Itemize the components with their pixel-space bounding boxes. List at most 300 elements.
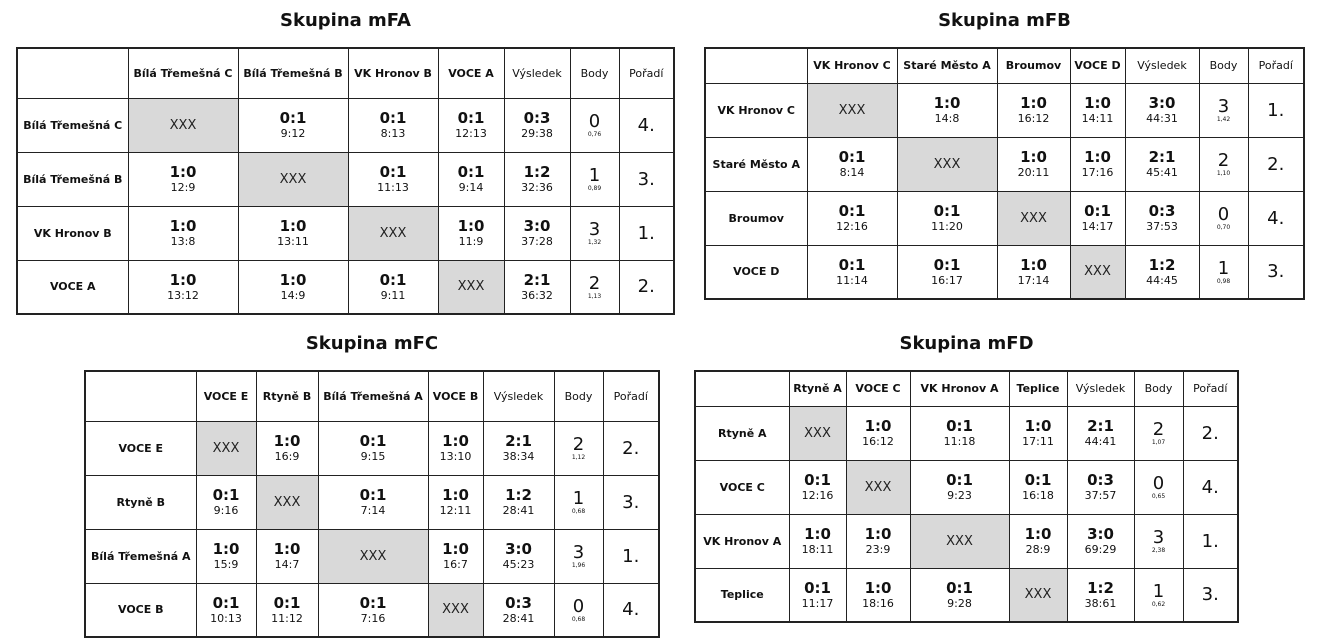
match-score: 0:1 — [212, 486, 240, 504]
match-score: 1:0 — [1020, 255, 1047, 274]
match-points-detail: 16:7 — [443, 558, 468, 571]
points-coefficient: 0,76 — [587, 131, 602, 138]
match-points-detail: 16:12 — [1017, 112, 1050, 125]
row-header-team: Broumov — [705, 191, 807, 245]
points-value: 1 — [588, 165, 601, 186]
table-row — [17, 98, 674, 152]
match-score: 1:0 — [273, 540, 301, 558]
match-points-detail: 11:13 — [377, 181, 409, 194]
column-header-team: Bílá Třemešná C — [128, 48, 238, 98]
result-score: 0:3 — [505, 593, 532, 612]
match-score: 1:0 — [212, 540, 240, 558]
points-value: 2 — [572, 434, 585, 455]
match-cell — [256, 421, 318, 475]
match-score: 0:1 — [838, 255, 866, 274]
rank-cell: 4. — [603, 583, 659, 637]
rank-cell: 2. — [603, 421, 659, 475]
group-title: Skupina mFC — [305, 333, 439, 354]
result-cell — [1067, 514, 1134, 568]
result-points-detail: 36:32 — [521, 288, 553, 302]
match-cell — [807, 191, 897, 245]
table-row — [695, 460, 1238, 514]
rank-cell: 1. — [603, 529, 659, 583]
column-header-result: Výsledek — [483, 371, 554, 421]
match-score: 1:0 — [1020, 148, 1047, 166]
rank-cell: 2. — [1183, 406, 1238, 460]
empty-cell: XXX — [256, 475, 318, 529]
match-score: 1:0 — [864, 578, 892, 597]
points-cell — [554, 583, 603, 637]
rank-cell: 3. — [603, 475, 659, 529]
result-points-detail: 45:41 — [1146, 166, 1178, 179]
column-header-rank: Pořadí — [603, 371, 659, 421]
result-score: 3:0 — [1087, 525, 1114, 543]
empty-cell: XXX — [318, 529, 428, 583]
points-coefficient: 0,68 — [571, 615, 586, 623]
match-cell — [997, 83, 1070, 137]
match-cell — [789, 514, 846, 568]
corner-cell — [695, 371, 789, 406]
result-cell — [1067, 568, 1134, 622]
match-score: 1:0 — [1024, 417, 1052, 435]
match-score: 1:0 — [169, 270, 197, 289]
match-cell — [997, 245, 1070, 299]
column-header-team: VOCE B — [428, 371, 483, 421]
match-score: 0:1 — [804, 578, 831, 597]
result-cell — [1125, 245, 1199, 299]
table-row — [705, 137, 1304, 191]
result-points-detail: 44:45 — [1146, 273, 1178, 287]
column-header-team: Rtyně A — [789, 371, 846, 406]
result-score: 3:0 — [523, 217, 551, 235]
table-row — [17, 206, 674, 260]
match-score: 1:0 — [279, 270, 307, 289]
rank-cell: 1. — [1183, 514, 1238, 568]
corner-cell — [705, 48, 807, 83]
match-cell — [318, 583, 428, 637]
points-value: 0 — [1152, 473, 1165, 494]
points-coefficient: 0,62 — [1151, 600, 1166, 608]
match-points-detail: 14:17 — [1081, 220, 1114, 233]
column-header-team: Staré Město A — [897, 48, 997, 83]
row-header-team: Staré Město A — [705, 137, 807, 191]
empty-cell: XXX — [997, 191, 1070, 245]
empty-cell: XXX — [238, 152, 348, 206]
result-cell — [483, 421, 554, 475]
points-value: 1 — [1217, 257, 1230, 279]
column-header-result: Výsledek — [1125, 48, 1199, 83]
result-cell — [1067, 406, 1134, 460]
result-points-detail: 37:53 — [1146, 220, 1178, 233]
match-cell — [910, 406, 1009, 460]
match-points-detail: 17:14 — [1017, 273, 1050, 287]
header-row — [85, 371, 659, 421]
match-points-detail: 9:15 — [360, 450, 386, 463]
points-coefficient: 0,68 — [571, 508, 586, 515]
match-score: 0:1 — [379, 109, 407, 127]
row-header-team: VOCE C — [695, 460, 789, 514]
points-cell — [554, 421, 603, 475]
match-points-detail: 20:11 — [1017, 166, 1050, 179]
table-row — [695, 568, 1238, 622]
empty-cell: XXX — [807, 83, 897, 137]
rank-cell: 3. — [619, 152, 674, 206]
match-cell — [846, 514, 910, 568]
result-cell — [504, 152, 570, 206]
match-points-detail: 15:9 — [213, 558, 239, 571]
result-points-detail: 69:29 — [1084, 543, 1117, 556]
match-score: 0:1 — [1024, 471, 1052, 489]
column-header-team: VK Hronov A — [910, 371, 1009, 406]
points-coefficient: 1,96 — [571, 562, 586, 569]
points-coefficient: 1,32 — [587, 239, 602, 246]
table-row — [85, 421, 659, 475]
match-points-detail: 12:11 — [439, 504, 472, 517]
match-points-detail: 12:9 — [170, 181, 196, 194]
result-points-detail: 32:36 — [521, 181, 553, 194]
match-cell — [1009, 460, 1067, 514]
match-score: 1:0 — [1020, 94, 1047, 112]
match-score: 0:1 — [838, 148, 866, 166]
points-value: 3 — [588, 219, 601, 240]
match-score: 0:1 — [359, 593, 387, 612]
points-cell — [1199, 245, 1248, 299]
result-cell — [1125, 83, 1199, 137]
points-coefficient: 1,10 — [1216, 170, 1231, 177]
column-header-rank: Pořadí — [1183, 371, 1238, 406]
empty-cell: XXX — [428, 583, 483, 637]
match-cell — [428, 475, 483, 529]
group-title: Skupina mFD — [899, 333, 1034, 354]
match-points-detail: 14:7 — [274, 558, 300, 571]
match-score: 0:1 — [359, 432, 387, 450]
result-score: 3:0 — [505, 540, 532, 558]
points-coefficient: 0,65 — [1151, 493, 1166, 500]
match-points-detail: 18:16 — [862, 596, 894, 610]
column-header-points: Body — [1199, 48, 1248, 83]
match-score: 0:1 — [273, 593, 301, 612]
points-coefficient: 1,07 — [1151, 439, 1166, 446]
table-row — [85, 475, 659, 529]
column-header-team: VK Hronov B — [348, 48, 438, 98]
match-cell — [789, 568, 846, 622]
corner-cell — [85, 371, 196, 421]
match-points-detail: 11:14 — [836, 273, 868, 287]
match-score: 0:1 — [379, 163, 407, 181]
result-points-detail: 28:41 — [502, 504, 535, 517]
match-cell — [897, 191, 997, 245]
rank-cell: 3. — [1183, 568, 1238, 622]
match-points-detail: 11:20 — [931, 220, 963, 233]
result-cell — [483, 475, 554, 529]
empty-cell: XXX — [196, 421, 256, 475]
match-score: 1:0 — [279, 217, 307, 235]
points-coefficient: 0,70 — [1216, 224, 1231, 231]
match-cell — [807, 245, 897, 299]
empty-cell: XXX — [897, 137, 997, 191]
match-cell — [428, 421, 483, 475]
match-points-detail: 9:16 — [213, 504, 239, 517]
column-header-points: Body — [570, 48, 619, 98]
result-score: 0:3 — [1148, 202, 1176, 220]
points-cell — [1134, 568, 1183, 622]
match-cell — [807, 137, 897, 191]
points-cell — [1134, 514, 1183, 568]
match-cell — [348, 260, 438, 314]
column-header-result: Výsledek — [1067, 371, 1134, 406]
rank-cell: 3. — [1248, 245, 1304, 299]
match-score: 0:1 — [933, 202, 961, 220]
result-points-detail: 44:41 — [1084, 435, 1117, 448]
points-coefficient: 2,38 — [1151, 547, 1166, 554]
match-cell — [128, 206, 238, 260]
points-cell — [1199, 137, 1248, 191]
points-coefficient: 1,13 — [587, 292, 602, 300]
match-score: 1:0 — [273, 432, 301, 450]
header-row — [17, 48, 674, 98]
result-cell — [1125, 191, 1199, 245]
column-header-points: Body — [554, 371, 603, 421]
match-cell — [238, 206, 348, 260]
match-points-detail: 13:10 — [439, 450, 472, 463]
empty-cell: XXX — [348, 206, 438, 260]
header-row — [695, 371, 1238, 406]
standings-table — [16, 47, 675, 315]
match-score: 1:0 — [457, 217, 485, 235]
match-cell — [256, 529, 318, 583]
result-points-detail: 28:41 — [502, 611, 535, 625]
rank-cell: 1. — [1248, 83, 1304, 137]
table-row — [705, 83, 1304, 137]
result-points-detail: 29:38 — [521, 127, 553, 140]
match-points-detail: 17:11 — [1022, 435, 1054, 448]
result-score: 1:2 — [523, 163, 551, 181]
empty-cell: XXX — [846, 460, 910, 514]
match-points-detail: 13:8 — [170, 235, 196, 248]
result-cell — [504, 260, 570, 314]
row-header-team: VK Hronov B — [17, 206, 128, 260]
points-value: 0 — [1217, 204, 1230, 225]
rank-cell: 2. — [619, 260, 674, 314]
group-title: Skupina mFB — [938, 10, 1071, 31]
match-cell — [910, 460, 1009, 514]
points-value: 3 — [1217, 96, 1230, 117]
match-cell — [128, 260, 238, 314]
points-cell — [570, 206, 619, 260]
result-cell — [504, 206, 570, 260]
match-score: 1:0 — [169, 217, 197, 235]
match-cell — [196, 529, 256, 583]
match-score: 1:0 — [933, 94, 961, 112]
result-points-detail: 37:57 — [1084, 489, 1117, 502]
table-row — [695, 514, 1238, 568]
match-score: 0:1 — [1084, 202, 1111, 220]
column-header-team: VK Hronov C — [807, 48, 897, 83]
match-cell — [348, 152, 438, 206]
table-row — [705, 191, 1304, 245]
row-header-team: Bílá Třemešná A — [85, 529, 196, 583]
points-cell — [1199, 191, 1248, 245]
match-score: 1:0 — [804, 525, 831, 543]
match-cell — [428, 529, 483, 583]
points-cell — [1134, 406, 1183, 460]
match-points-detail: 10:13 — [210, 611, 242, 625]
points-coefficient: 1,42 — [1216, 116, 1231, 123]
result-score: 2:1 — [1087, 417, 1114, 435]
points-cell — [554, 529, 603, 583]
match-cell — [196, 583, 256, 637]
points-value: 3 — [1152, 527, 1165, 548]
table-row — [85, 529, 659, 583]
points-value: 0 — [588, 111, 601, 132]
match-points-detail: 14:9 — [280, 288, 306, 302]
empty-cell: XXX — [1009, 568, 1067, 622]
match-score: 0:1 — [457, 163, 485, 181]
column-header-rank: Pořadí — [619, 48, 674, 98]
rank-cell: 2. — [1248, 137, 1304, 191]
match-score: 0:1 — [946, 417, 973, 435]
match-cell — [1070, 137, 1125, 191]
match-cell — [1070, 83, 1125, 137]
row-header-team: VOCE B — [85, 583, 196, 637]
row-header-team: Rtyně B — [85, 475, 196, 529]
points-cell — [570, 152, 619, 206]
match-score: 1:0 — [864, 525, 892, 543]
table-row — [17, 260, 674, 314]
result-score: 2:1 — [505, 432, 532, 450]
table-row — [705, 245, 1304, 299]
result-points-detail: 37:28 — [521, 235, 553, 248]
match-cell — [997, 137, 1070, 191]
column-header-team: Rtyně B — [256, 371, 318, 421]
result-cell — [483, 529, 554, 583]
match-score: 1:0 — [442, 432, 469, 450]
result-score: 2:1 — [1148, 148, 1176, 166]
points-value: 2 — [1217, 150, 1230, 171]
result-score: 1:2 — [1087, 578, 1114, 597]
match-points-detail: 16:9 — [274, 450, 300, 463]
match-score: 0:1 — [279, 109, 307, 127]
row-header-team: VOCE A — [17, 260, 128, 314]
row-header-team: Bílá Třemešná C — [17, 98, 128, 152]
empty-cell: XXX — [910, 514, 1009, 568]
empty-cell: XXX — [789, 406, 846, 460]
match-score: 0:1 — [933, 255, 961, 274]
match-score: 1:0 — [1084, 94, 1111, 112]
match-cell — [910, 568, 1009, 622]
empty-cell: XXX — [128, 98, 238, 152]
match-score: 0:1 — [838, 202, 866, 220]
result-score: 2:1 — [523, 270, 551, 289]
result-points-detail: 38:61 — [1084, 596, 1117, 610]
result-cell — [1067, 460, 1134, 514]
match-points-detail: 11:9 — [458, 235, 484, 248]
match-score: 0:1 — [212, 593, 240, 612]
match-cell — [318, 475, 428, 529]
match-points-detail: 9:23 — [947, 489, 972, 502]
match-points-detail: 28:9 — [1025, 543, 1051, 556]
match-cell — [348, 98, 438, 152]
match-cell — [128, 152, 238, 206]
match-cell — [846, 406, 910, 460]
points-value: 2 — [588, 272, 601, 294]
match-cell — [238, 98, 348, 152]
result-cell — [504, 98, 570, 152]
match-score: 0:1 — [359, 486, 387, 504]
result-cell — [1125, 137, 1199, 191]
result-points-detail: 45:23 — [502, 558, 535, 571]
match-points-detail: 11:17 — [801, 596, 834, 610]
points-value: 1 — [1152, 580, 1165, 602]
standings-table — [694, 370, 1239, 623]
result-score: 0:3 — [523, 109, 551, 127]
match-cell — [1070, 191, 1125, 245]
table-row — [85, 583, 659, 637]
match-score: 0:1 — [457, 109, 485, 127]
match-points-detail: 7:16 — [360, 611, 386, 625]
standings-table — [84, 370, 660, 638]
match-points-detail: 11:18 — [943, 435, 976, 448]
match-score: 1:0 — [864, 417, 892, 435]
match-points-detail: 9:28 — [947, 596, 972, 610]
rank-cell: 1. — [619, 206, 674, 260]
group-title: Skupina mFA — [280, 10, 411, 31]
match-points-detail: 12:16 — [836, 220, 868, 233]
points-value: 1 — [572, 488, 585, 509]
column-header-result: Výsledek — [504, 48, 570, 98]
match-points-detail: 11:12 — [271, 611, 303, 625]
match-cell — [846, 568, 910, 622]
column-header-team: Bílá Třemešná B — [238, 48, 348, 98]
match-points-detail: 16:18 — [1022, 489, 1054, 502]
row-header-team: VOCE D — [705, 245, 807, 299]
row-header-team: Teplice — [695, 568, 789, 622]
match-points-detail: 12:16 — [801, 489, 834, 502]
points-coefficient: 0,89 — [587, 185, 602, 192]
match-points-detail: 14:8 — [934, 112, 960, 125]
match-points-detail: 8:14 — [839, 166, 865, 179]
match-cell — [897, 83, 997, 137]
result-points-detail: 38:34 — [502, 450, 535, 463]
match-score: 0:1 — [804, 471, 831, 489]
points-value: 0 — [572, 595, 585, 617]
column-header-team: VOCE A — [438, 48, 504, 98]
match-points-detail: 17:16 — [1081, 166, 1114, 179]
row-header-team: VOCE E — [85, 421, 196, 475]
table-row — [17, 152, 674, 206]
row-header-team: VK Hronov A — [695, 514, 789, 568]
match-points-detail: 13:11 — [277, 235, 309, 248]
result-score: 3:0 — [1148, 94, 1176, 112]
column-header-team: VOCE C — [846, 371, 910, 406]
rank-cell: 4. — [1248, 191, 1304, 245]
row-header-team: Bílá Třemešná B — [17, 152, 128, 206]
match-points-detail: 16:12 — [862, 435, 894, 448]
match-cell — [438, 152, 504, 206]
points-value: 3 — [572, 542, 585, 563]
match-cell — [897, 245, 997, 299]
match-points-detail: 8:13 — [380, 127, 406, 140]
match-cell — [438, 98, 504, 152]
column-header-team: Bílá Třemešná A — [318, 371, 428, 421]
result-cell — [483, 583, 554, 637]
result-score: 1:2 — [1148, 255, 1176, 274]
column-header-team: VOCE E — [196, 371, 256, 421]
corner-cell — [17, 48, 128, 98]
match-score: 1:0 — [1024, 525, 1052, 543]
result-score: 1:2 — [505, 486, 532, 504]
match-points-detail: 23:9 — [865, 543, 891, 556]
